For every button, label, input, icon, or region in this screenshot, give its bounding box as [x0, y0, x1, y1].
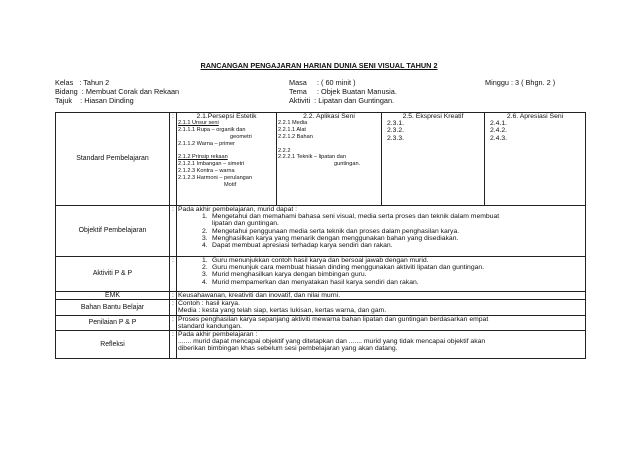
- spacer: [278, 141, 380, 148]
- bbm-line: Contoh : hasil karya.: [178, 300, 240, 308]
- header-middle: [289, 78, 397, 106]
- objektif-item-text: Dapat membuat apresiasi terhadap karya sendiri dan rakan.: [212, 242, 393, 250]
- standard-label: Standard Pembelajaran: [56, 113, 170, 206]
- objektif-content: [177, 206, 586, 257]
- colon: :: [170, 257, 177, 292]
- objektif-item: 2. Mengetahui penggunaan media serta teknik dan proses dalam penghasilan karya.: [202, 227, 460, 235]
- tema-line: Tema : Objek Buatan Manusia.: [289, 87, 397, 97]
- colon: :: [170, 331, 177, 359]
- objektif-row: [56, 206, 586, 257]
- sp-line: 2.1.1.1 Rupa – organik dan: [178, 127, 246, 133]
- sp-line: 2.1.2.1 Imbangan – simetri: [178, 161, 245, 168]
- bidang-line: Bidang : Membuat Corak dan Rekaan: [55, 87, 180, 97]
- kelas-line: Kelas : Tahun 2: [55, 78, 110, 87]
- tajuk-line: Tajuk : Hiasan Dinding: [55, 96, 134, 106]
- aplikasi-seni-cell: [277, 113, 382, 206]
- sp-line: 2.1.1 Unsur seni: [178, 120, 219, 127]
- aplikasi-seni-head: 2.2. Aplikasi Seni: [303, 113, 355, 120]
- sp-line: geometri: [230, 133, 252, 140]
- sp-line: 2.2.1.1 Alat: [278, 127, 306, 133]
- aktiviti-item: 3. Murid menghasilkan karya dengan bimbingan guru.: [202, 271, 367, 279]
- sp-line: guntingan.: [334, 161, 361, 168]
- spacer: [178, 147, 275, 154]
- penilaian-label: Penilaian P & P: [56, 315, 170, 330]
- bbm-label: Bahan Bantu Belajar: [56, 300, 170, 315]
- refleksi-line: Pada akhir pembelajaran :: [178, 331, 258, 339]
- persepsi-estetik-cell: [177, 113, 277, 206]
- header-left: [55, 78, 179, 106]
- aktiviti-row: [56, 257, 586, 292]
- standard-row: [56, 113, 586, 206]
- sp-line: 2.2.1 Media: [278, 120, 308, 127]
- refleksi-line: diberikan bimbingan khas sebelum sesi pembelajaran yang akan datang.: [178, 345, 398, 353]
- aktiviti-line: Aktiviti : Lipatan dan Guntingan.: [289, 96, 395, 106]
- persepsi-estetik-head: 2.1.Persepsi Estetik: [196, 113, 257, 120]
- penilaian-line: Proses penghasilan karya sepanjang aktiviti mewarna bahan lipatan dan guntingan berdasarkan empat: [178, 315, 489, 323]
- bbm-line: Media : kesta yang telah siap, kertas lukisan, kertas warna, dan gam.: [178, 307, 387, 315]
- sp-line: 2.4.2.: [490, 127, 508, 135]
- objektif-item: 4. Dapat membuat apresiasi terhadap karya sendiri dan rakan.: [202, 242, 393, 250]
- header-right: [485, 78, 555, 87]
- objektif-label: Objektif Pembelajaran: [56, 206, 170, 257]
- sp-line: Motif: [224, 181, 237, 188]
- sp-line: 2.2.2: [278, 147, 291, 154]
- ekspresi-kreatif-head: 2.5. Ekspresi Kreatif: [402, 113, 464, 120]
- refleksi-content: [177, 331, 586, 359]
- lesson-plan-table: [55, 112, 586, 359]
- aktiviti-content: [177, 257, 586, 292]
- colon: :: [170, 292, 177, 300]
- minggu-line: Minggu : 3 ( Bhgn. 2 ): [485, 78, 556, 87]
- refleksi-label: Refleksi: [56, 331, 170, 359]
- penilaian-line: standard kandungan.: [178, 322, 242, 330]
- emk-content: Keusahawanan, kreativiti dan inovatif, dan nilai murni.: [177, 292, 586, 300]
- penilaian-row: [56, 315, 586, 330]
- sp-line: 2.1.2.3 Kontra – warna: [178, 167, 235, 174]
- objektif-item-text: Menghasilkan karya yang menarik dengan menggunakan bahan yang disediakan.: [212, 234, 459, 242]
- objektif-item: 1. Mengetahui dan memahami bahasa seni visual, media serta proses dan teknik dalam membuat: [202, 213, 500, 221]
- sp-line: 2.1.1.2 Warna – primer: [178, 140, 235, 147]
- emk-row: [56, 292, 586, 300]
- colon: :: [170, 315, 177, 330]
- aktiviti-item-text: Guru menunjukkan contoh hasil karya dan bersoal jawab dengan murid.: [212, 257, 429, 264]
- aktiviti-item: 4. Murid mempamerkan dan menyatakan hasil karya sendiri dan rakan.: [202, 278, 419, 286]
- aktiviti-item-text: Murid mempamerkan dan menyatakan hasil karya sendiri dan rakan.: [212, 278, 419, 286]
- document-title: RANCANGAN PENGAJARAN HARIAN DUNIA SENI VISUAL TAHUN 2: [200, 61, 438, 70]
- objektif-item-text: Mengetahui penggunaan media serta teknik dan proses dalam penghasilan karya.: [212, 227, 460, 235]
- aktiviti-item-text: Guru menunjuk cara membuat hiasan dinding menggunakan aktiviti lipatan dan guntingan.: [212, 264, 485, 272]
- masa-line: Masa : ( 60 minit ): [289, 78, 356, 87]
- colon: :: [170, 300, 177, 315]
- bbm-row: [56, 300, 586, 315]
- sp-line: 2.4.1.: [490, 120, 508, 128]
- refleksi-line: ....... murid dapat mencapai objektif yang ditetapkan dan ....... murid yang tidak mencapai objektif akan: [178, 338, 486, 346]
- aktiviti-item-text: Murid menghasilkan karya dengan bimbingan guru.: [212, 271, 367, 279]
- sp-line: 2.2.2.1 Teknik – lipatan dan: [278, 154, 347, 161]
- colon: :: [170, 206, 177, 257]
- aktiviti-item: 1. Guru menunjukkan contoh hasil karya dan bersoal jawab dengan murid.: [202, 257, 429, 264]
- objektif-item: 3. Menghasilkan karya yang menarik dengan menggunakan bahan yang disediakan.: [202, 234, 459, 242]
- aktiviti-label: Aktiviti P & P: [56, 257, 170, 292]
- emk-label: EMK: [56, 292, 170, 300]
- refleksi-row: [56, 331, 586, 359]
- objektif-item-text: lipatan dan guntingan.: [212, 220, 279, 228]
- sp-line: 2.2.1.2 Bahan: [278, 133, 313, 140]
- sp-line: 2.1.2 Prinsip rekaan: [178, 154, 228, 161]
- ekspresi-kreatif-cell: [382, 113, 485, 206]
- colon: :: [170, 113, 177, 206]
- sp-line: 2.3.1.: [387, 120, 405, 128]
- objektif-intro: Pada akhir pembelajaran, murid dapat :: [178, 206, 298, 213]
- apresiasi-seni-cell: [485, 113, 586, 206]
- objektif-item-text: Mengetahui dan memahami bahasa seni visual, media serta proses dan teknik dalam membuat: [212, 213, 500, 221]
- sp-line: 2.4.3.: [490, 134, 508, 142]
- sp-line: 2.3.2.: [387, 127, 405, 135]
- penilaian-content: [177, 315, 586, 330]
- bbm-content: [177, 300, 586, 315]
- sp-line: 2.3.3.: [387, 134, 405, 142]
- aktiviti-item: 2. Guru menunjuk cara membuat hiasan dinding menggunakan aktiviti lipatan dan guntingan.: [202, 264, 485, 272]
- sp-line: 2.1.2.3 Harmoni – perulangan: [178, 174, 253, 181]
- apresiasi-seni-head: 2.6. Apresiasi Seni: [506, 113, 564, 120]
